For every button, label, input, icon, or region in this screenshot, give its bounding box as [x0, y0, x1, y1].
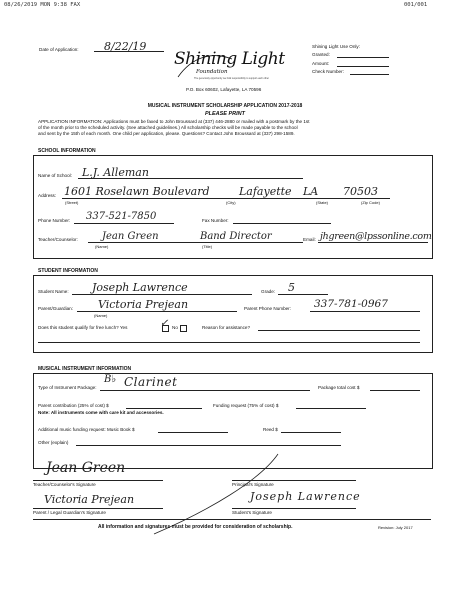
- teacher-title-value[interactable]: Band Director: [200, 231, 272, 242]
- free-lunch-no-label: No: [172, 325, 178, 330]
- student-signature-line: [232, 508, 356, 509]
- school-name-label: Name of School:: [38, 173, 72, 178]
- date-value[interactable]: 8/22/19: [104, 40, 147, 53]
- teacher-signature-line: [33, 480, 163, 481]
- reason-line-2[interactable]: [38, 342, 420, 343]
- parent-name-caption: (Name): [94, 313, 108, 318]
- school-phone-label: Phone Number:: [38, 218, 71, 223]
- parent-signature-value[interactable]: Victoria Prejean: [44, 493, 135, 506]
- instrument-note: Note: All instruments come with care kit and accessories.: [38, 410, 164, 415]
- parent-signature-line: [33, 508, 163, 509]
- school-city-value[interactable]: Lafayette: [239, 185, 292, 198]
- free-lunch-no-checkbox[interactable]: [180, 325, 187, 332]
- parent-phone-line: [310, 311, 420, 312]
- footer-note: All information and signatures must be provided for consideration of scholarship.: [98, 524, 293, 530]
- logo-subtitle: Foundation: [196, 69, 228, 75]
- office-amount-line[interactable]: [337, 66, 389, 67]
- revision-note: Revision: July 2017: [378, 525, 413, 530]
- reed-label: Reed $: [263, 427, 278, 432]
- email-line: [318, 242, 428, 243]
- additional-funding-label: Additional music funding request: Music Book $: [38, 427, 135, 432]
- instrument-section-title: MUSICAL INSTRUMENT INFORMATION: [38, 366, 132, 372]
- parent-name-value[interactable]: Victoria Prejean: [98, 298, 189, 311]
- school-name-value[interactable]: L.J. Alleman: [82, 166, 149, 179]
- office-use-title: Shining Light Use Only:: [312, 44, 361, 49]
- reed-line[interactable]: [281, 432, 341, 433]
- logo-name: Shining Light: [174, 49, 285, 69]
- student-name-label: Student Name:: [38, 289, 69, 294]
- parent-phone-value[interactable]: 337-781-0967: [314, 298, 388, 310]
- teacher-line: [88, 242, 303, 243]
- free-lunch-question: Does this student qualify for free lunch? Yes: [38, 325, 128, 330]
- grade-label: Grade:: [261, 289, 276, 294]
- parent-signature-label: Parent / Legal Guardian's Signature: [33, 510, 106, 515]
- music-book-line[interactable]: [158, 432, 228, 433]
- teacher-name-caption: (Name): [95, 244, 109, 249]
- instructions-line-3: and sent by the 15th of each month. One child per application, please. Questions? Contact John Broussard at (337) 298-1589.: [38, 131, 295, 136]
- funding-request-label: Funding request (75% of cost) $: [213, 403, 279, 408]
- parent-contribution-label: Parent contribution (25% of cost) $: [38, 403, 109, 408]
- parent-phone-label: Parent Phone Number:: [244, 306, 291, 311]
- logo-address: P.O. Box 60602, Lafayette, LA 70596: [186, 87, 262, 92]
- teacher-label: Teacher/Counselor:: [38, 237, 78, 242]
- fax-page-count: 001/001: [404, 2, 428, 8]
- student-name-line: [72, 294, 252, 295]
- instructions-line-2: of the month prior to the scheduled activity. (See attached guidelines.) All scholarship checks will be made payable to the school: [38, 125, 298, 130]
- office-check-line[interactable]: [350, 74, 389, 75]
- school-state-value[interactable]: LA: [303, 185, 319, 198]
- yes-check-mark: ✓: [160, 318, 169, 329]
- parent-line: [77, 311, 237, 312]
- parent-label: Parent/Guardian:: [38, 306, 73, 311]
- teacher-name-value[interactable]: Jean Green: [102, 231, 159, 242]
- email-label: Email:: [303, 237, 316, 242]
- school-street-value[interactable]: 1601 Roselawn Boulevard: [64, 185, 210, 198]
- school-phone-line: [74, 223, 174, 224]
- fax-timestamp: 08/26/2019 MON 9:38 FAX: [4, 2, 81, 8]
- teacher-signature-label: Teacher/Counselor's Signature: [33, 482, 96, 487]
- instrument-type-line: [100, 390, 310, 391]
- package-total-line[interactable]: [370, 390, 420, 391]
- school-section-title: SCHOOL INFORMATION: [38, 148, 96, 154]
- other-label: Other (explain): [38, 440, 69, 445]
- student-signature-label: Student's Signature: [232, 510, 272, 515]
- zip-caption: (Zip Code): [361, 200, 380, 205]
- office-check-label: Check Number:: [312, 69, 344, 74]
- reason-label: Reason for assistance?: [202, 325, 251, 330]
- form-title: MUSICAL INSTRUMENT SCHOLARSHIP APPLICATION 2017-2018: [147, 103, 303, 109]
- package-total-label: Package total cost $: [318, 385, 360, 390]
- other-line[interactable]: [76, 445, 341, 446]
- school-address-label: Address:: [38, 193, 57, 198]
- student-name-value[interactable]: Joseph Lawrence: [92, 281, 188, 294]
- street-caption: (Street): [65, 200, 79, 205]
- principal-signature-label: Principal's Signature: [232, 482, 274, 487]
- office-amount-label: Amount:: [312, 61, 330, 66]
- grade-value[interactable]: 5: [288, 281, 295, 294]
- teacher-title-caption: (Title): [202, 244, 213, 249]
- instrument-type-label: Type of Instrument Package:: [38, 385, 97, 390]
- school-fax-line[interactable]: [233, 223, 331, 224]
- teacher-signature-value[interactable]: Jean Green: [46, 460, 126, 476]
- please-print: PLEASE PRINT: [204, 111, 246, 117]
- logo-tagline: The generosity opportunity we hold responsibility to support each other: [194, 77, 269, 80]
- grade-line: [278, 294, 328, 295]
- school-address-line: [62, 198, 390, 199]
- state-caption: (State): [316, 200, 329, 205]
- student-section-title: STUDENT INFORMATION: [38, 268, 98, 274]
- instrument-type-value[interactable]: Clarinet: [124, 375, 178, 389]
- school-zip-value[interactable]: 70503: [343, 185, 378, 198]
- foundation-logo: [172, 47, 298, 97]
- instructions-line-1: APPLICATION INFORMATION: Applications must be faxed to John Broussard at (337) 446-2880 or mailed with a postmark by the 1st: [38, 119, 310, 124]
- date-label: Date of Application:: [39, 47, 79, 52]
- city-caption: (City): [226, 200, 236, 205]
- parent-contribution-line[interactable]: [126, 408, 202, 409]
- school-phone-value[interactable]: 337-521-7850: [86, 211, 157, 222]
- funding-request-line[interactable]: [296, 408, 366, 409]
- email-value[interactable]: jhgreen@lpssonline.com: [320, 231, 432, 242]
- office-granted-line[interactable]: [337, 57, 389, 58]
- footer-rule: [33, 519, 431, 520]
- reason-line[interactable]: [258, 330, 420, 331]
- office-granted-label: Granted:: [312, 52, 330, 57]
- student-signature-value[interactable]: Joseph Lawrence: [250, 490, 361, 503]
- instrument-type-mark[interactable]: B♭: [104, 374, 117, 385]
- school-fax-label: Fax Number:: [202, 218, 229, 223]
